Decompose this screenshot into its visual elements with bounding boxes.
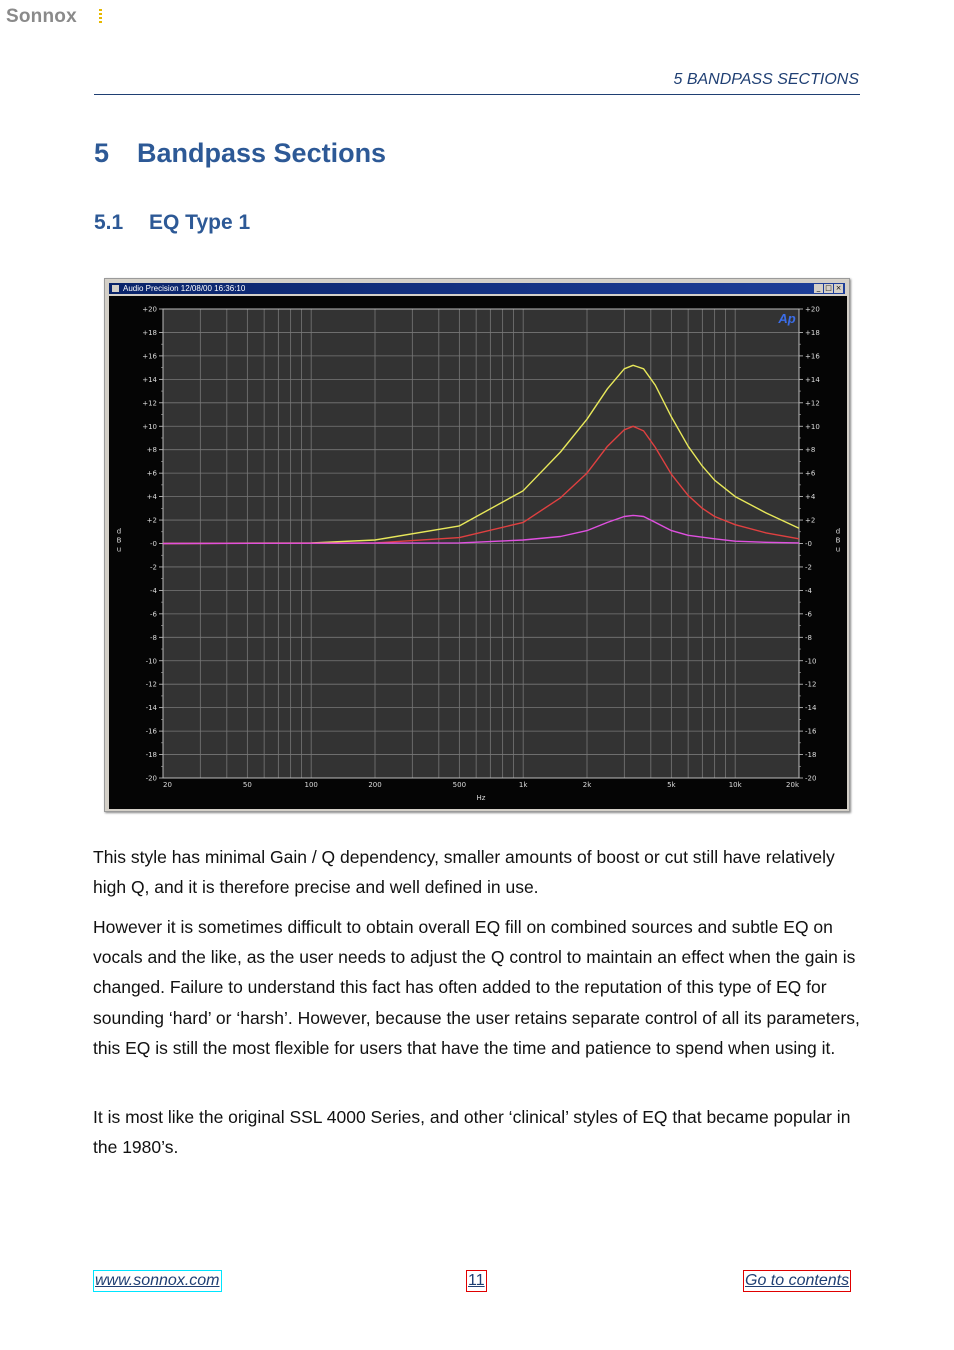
y-tick-label-right: -4 [805,586,812,595]
y-axis-label-left-char: d [116,527,122,536]
x-tick-label: 20k [786,781,799,789]
x-tick-label: 10k [728,781,742,789]
y-tick-label-right: -20 [805,774,817,783]
y-tick-label-left: -8 [150,633,157,642]
y-tick-label-right: +6 [805,469,816,478]
sonnox-logo: Sonnox [6,6,77,27]
y-tick-label-left: -0 [150,540,157,548]
y-tick-label-left: -20 [145,774,157,783]
y-tick-label-left: -14 [145,704,157,713]
y-tick-label-right: -12 [805,680,817,689]
y-tick-label-left: +2 [146,516,157,525]
y-axis-label-left-char: B [116,536,122,545]
y-tick-label-right: -6 [805,610,812,619]
subsection-number: 5.1 [94,211,124,234]
y-tick-label-right: -16 [805,727,817,736]
y-tick-label-left: +8 [146,446,157,455]
y-tick-label-left: +4 [146,493,157,502]
close-icon: × [835,284,842,292]
y-tick-label-right: +2 [805,516,816,525]
maximize-icon: □ [825,284,832,292]
y-axis-label-right-char: B [835,536,841,545]
x-tick-label: 1k [518,781,528,789]
x-tick-label: 2k [582,781,592,789]
y-tick-label-right: -2 [805,563,812,572]
subsection-heading [94,211,250,235]
y-tick-label-left: +10 [142,422,157,431]
logo-dots-decoration [99,9,102,25]
y-tick-label-right: -0 [805,540,812,548]
y-axis-label-left-char: u [116,545,122,554]
y-tick-label-left: -12 [145,680,157,689]
x-tick-label: 100 [304,781,318,789]
y-axis-label-right-char: u [835,545,841,554]
x-tick-label: 20 [163,781,172,789]
y-tick-label-right: +16 [805,352,820,361]
running-header: 5 BANDPASS SECTIONS [673,71,859,88]
x-tick-label: 500 [452,781,467,789]
go-to-contents-link[interactable]: Go to contents [743,1270,851,1292]
x-tick-label: 50 [242,781,252,789]
window-buttons [814,284,843,293]
paragraph-1: This style has minimal Gain / Q dependency, smaller amounts of boost or cut still have relatively high Q, and it is therefore precise and well defined in use. [93,847,835,898]
eq-response-chart [109,296,847,809]
page-number-link[interactable]: 11 [466,1270,487,1292]
header-rule [94,94,860,95]
paragraph-2: However it is sometimes difficult to obtain overall EQ fill on combined sources and subtle EQ on vocals and the like, as the user needs to adjust the Q control to maintain an effect when the gain is changed. Failure to understand this fact has often added to the reputation of this type of EQ for sounding ‘hard’ or ‘harsh’. However, because the user retains separate control of all its parameters, this EQ is still the most flexible for users that have the time and patience to spend when using it. [93,917,860,1058]
y-tick-label-right: -10 [805,657,817,666]
y-tick-label-left: +16 [142,352,157,361]
y-tick-label-left: -4 [150,586,157,595]
y-tick-label-right: +12 [805,399,820,408]
y-tick-label-left: -10 [145,657,157,666]
y-tick-label-right: +8 [805,446,816,455]
section-number: 5 [94,138,110,168]
figure-window-title: Audio Precision 12/08/00 16:36:10 [123,284,246,293]
y-tick-label-right: -18 [805,751,817,760]
y-tick-label-right: +10 [805,422,820,431]
y-tick-label-left: +6 [146,469,157,478]
y-axis-label-right-char: d [835,527,841,536]
y-tick-label-right: +18 [805,328,820,337]
eq-response-svg [109,296,847,809]
y-tick-label-right: -8 [805,633,812,642]
y-tick-label-right: +20 [805,305,820,314]
x-tick-label: 5k [667,781,676,789]
website-link[interactable]: www.sonnox.com [93,1270,222,1292]
y-tick-label-left: +12 [142,399,157,408]
figure-window-titlebar [109,283,845,294]
y-tick-label-left: -16 [145,727,157,736]
y-tick-label-left: -18 [145,751,157,760]
audio-precision-figure [104,278,850,812]
paragraph-3: It is most like the original SSL 4000 Series, and other ‘clinical’ styles of EQ that became popular in the 1980’s. [93,1107,851,1158]
x-tick-label: 200 [368,781,382,789]
x-axis-label: Hz [476,794,486,802]
y-tick-label-left: +14 [142,375,157,384]
minimize-icon: _ [814,284,823,293]
y-tick-label-left: +18 [142,328,157,337]
section-title: Bandpass Sections [137,138,387,168]
y-tick-label-left: +20 [142,305,157,314]
window-system-icon [112,285,119,292]
section-heading [94,138,386,169]
ap-logo: Ap [778,311,796,326]
subsection-title: EQ Type 1 [149,211,251,234]
y-tick-label-left: -6 [150,610,157,619]
y-tick-label-right: -14 [805,704,817,713]
y-tick-label-left: -2 [150,563,157,572]
y-tick-label-right: +4 [805,493,816,502]
y-tick-label-right: +14 [805,375,820,384]
